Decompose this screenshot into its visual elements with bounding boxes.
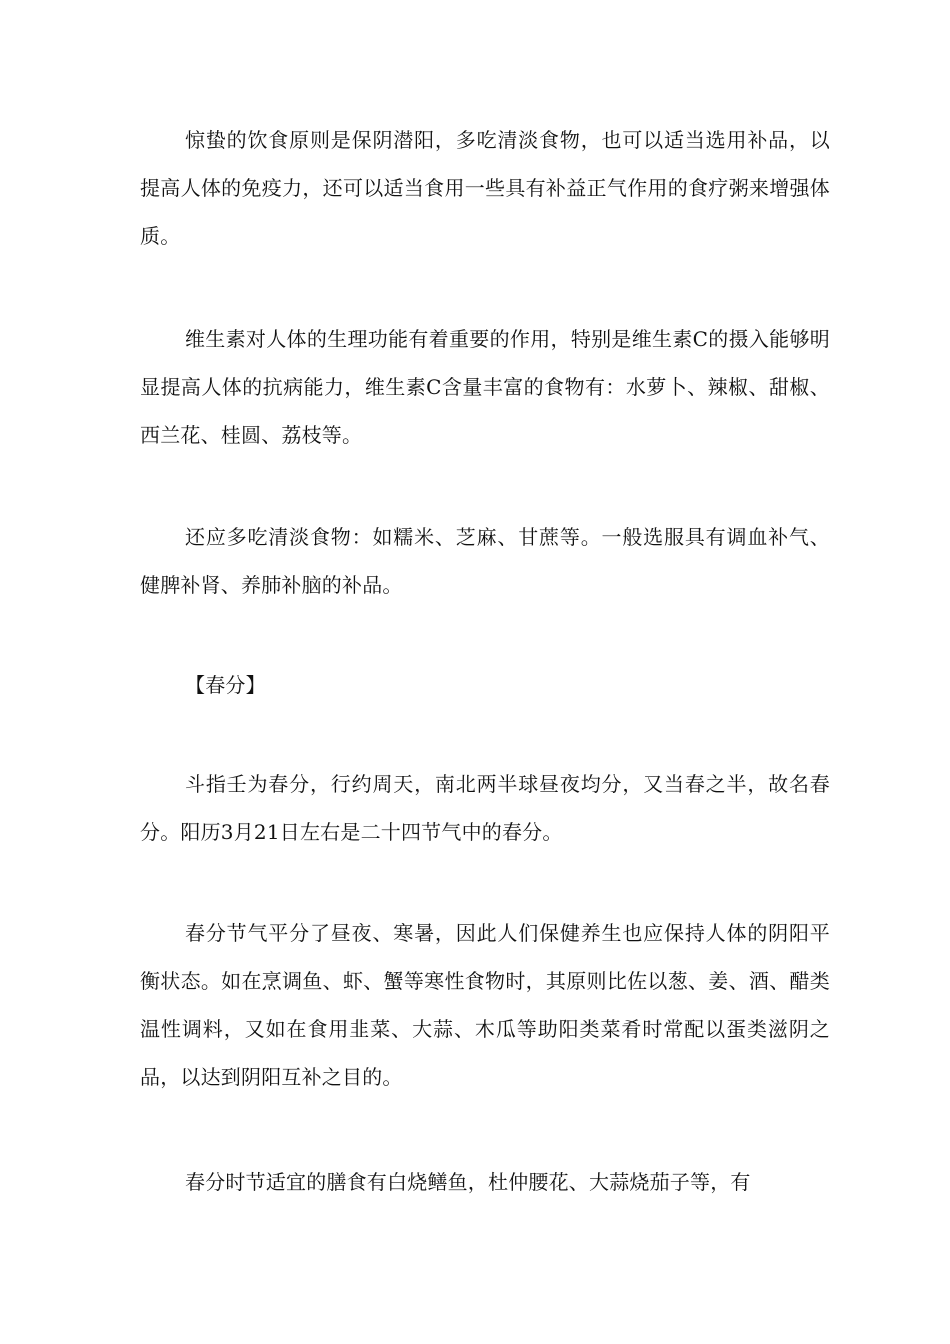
paragraph-light-foods: 还应多吃清淡食物：如糯米、芝麻、甘蔗等。一般选服具有调血补气、健脾补肾、养肺补脑的补品。 [140, 525, 830, 597]
paragraph-yin-yang-balance: 春分节气平分了昼夜、寒暑，因此人们保健养生也应保持人体的阴阳平衡状态。如在烹调鱼、虾、蟹等寒性食物时，其原则比佐以葱、姜、酒、醋类温性调料，又如在食用韭菜、大蒜、木瓜等助阳类菜肴时常配以蛋类滋阴之品，以达到阴阳互补之目的。 [140, 921, 830, 1089]
paragraph-chunfen-meals: 春分时节适宜的膳食有白烧鳝鱼，杜仲腰花、大蒜烧茄子等，有 [185, 1170, 751, 1194]
section-heading-chunfen: 【春分】 [185, 673, 266, 697]
paragraph-chunfen-intro: 斗指壬为春分，行约周天，南北两半球昼夜均分，又当春之半，故名春分。阳历3月21日左右是二十四节气中的春分。 [140, 772, 830, 844]
paragraph-jingzhe-diet: 惊蛰的饮食原则是保阴潜阳，多吃清淡食物，也可以适当选用补品，以提高人体的免疫力，还可以适当食用一些具有补益正气作用的食疗粥来增强体质。 [140, 128, 830, 248]
paragraph-vitamin-c: 维生素对人体的生理功能有着重要的作用，特别是维生素C的摄入能够明显提高人体的抗病能力，维生素C含量丰富的食物有：水萝卜、辣椒、甜椒、西兰花、桂圆、荔枝等。 [140, 327, 830, 447]
